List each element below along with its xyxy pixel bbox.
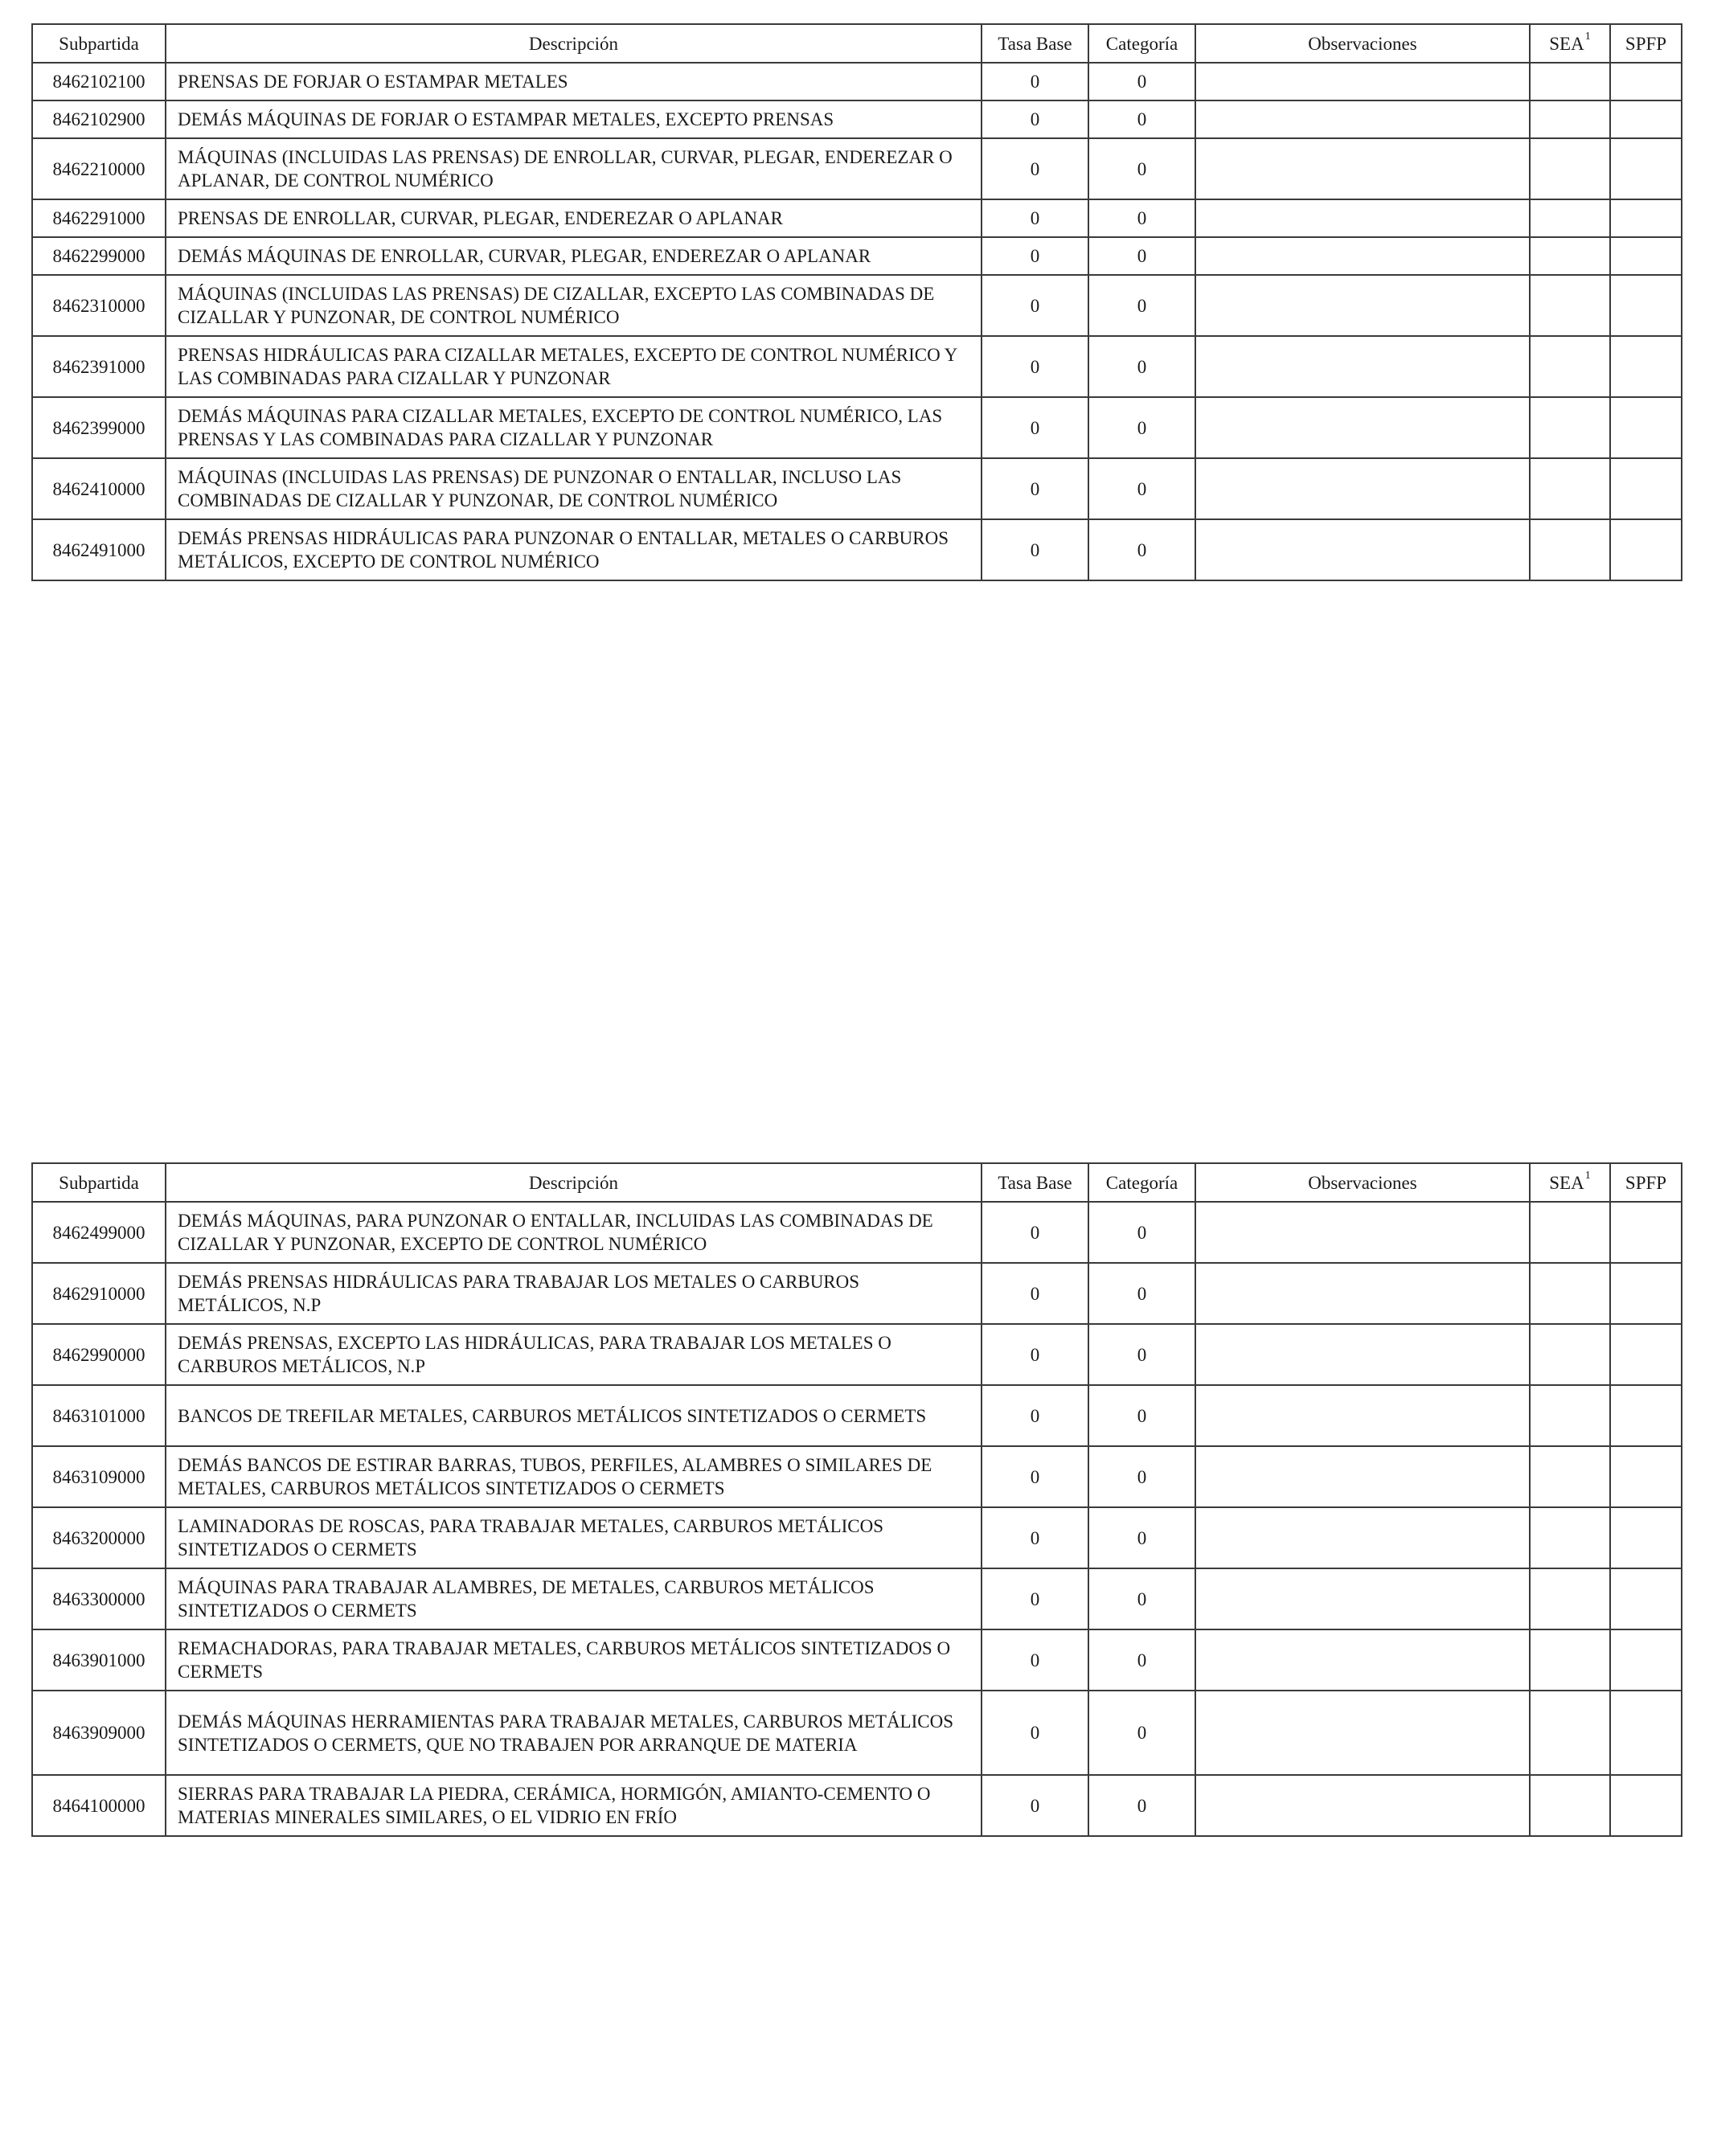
cell-categoria: 0 — [1088, 458, 1195, 519]
cell-spfp — [1610, 1629, 1682, 1691]
cell-sea — [1530, 519, 1610, 580]
cell-subpartida: 8462102100 — [32, 63, 166, 100]
col-header-sea — [1530, 1163, 1610, 1202]
cell-sea — [1530, 275, 1610, 336]
cell-observaciones — [1195, 1507, 1530, 1568]
cell-sea — [1530, 1202, 1610, 1263]
cell-subpartida: 8463109000 — [32, 1446, 166, 1507]
cell-subpartida: 8463909000 — [32, 1691, 166, 1775]
cell-descripcion: DEMÁS PRENSAS, EXCEPTO LAS HIDRÁULICAS, PARA TRABAJAR LOS METALES O CARBUROS METÁLICOS, N.P — [166, 1324, 982, 1385]
cell-observaciones — [1195, 1691, 1530, 1775]
cell-descripcion: DEMÁS MÁQUINAS PARA CIZALLAR METALES, EXCEPTO DE CONTROL NUMÉRICO, LAS PRENSAS Y LAS COMBINADAS PARA CIZALLAR Y PUNZONAR — [166, 397, 982, 458]
cell-tasa-base: 0 — [982, 336, 1088, 397]
cell-categoria: 0 — [1088, 1324, 1195, 1385]
col-header-descripcion: Descripción — [166, 24, 982, 63]
cell-observaciones — [1195, 336, 1530, 397]
table-row — [32, 199, 1682, 237]
cell-categoria: 0 — [1088, 1507, 1195, 1568]
cell-spfp — [1610, 237, 1682, 275]
cell-sea — [1530, 397, 1610, 458]
cell-categoria: 0 — [1088, 1629, 1195, 1691]
table-row — [32, 1263, 1682, 1324]
col-header-spfp: SPFP — [1610, 24, 1682, 63]
cell-descripcion: LAMINADORAS DE ROSCAS, PARA TRABAJAR METALES, CARBUROS METÁLICOS SINTETIZADOS O CERMETS — [166, 1507, 982, 1568]
table-row — [32, 1385, 1682, 1446]
cell-spfp — [1610, 100, 1682, 138]
cell-descripcion: BANCOS DE TREFILAR METALES, CARBUROS METÁLICOS SINTETIZADOS O CERMETS — [166, 1385, 982, 1446]
cell-sea — [1530, 237, 1610, 275]
tariff-table-1 — [31, 23, 1682, 581]
cell-tasa-base: 0 — [982, 199, 1088, 237]
cell-spfp — [1610, 1385, 1682, 1446]
cell-subpartida: 8463901000 — [32, 1629, 166, 1691]
col-header-sea — [1530, 24, 1610, 63]
cell-observaciones — [1195, 100, 1530, 138]
cell-tasa-base: 0 — [982, 237, 1088, 275]
cell-tasa-base: 0 — [982, 1568, 1088, 1629]
cell-spfp — [1610, 336, 1682, 397]
col-header-observaciones: Observaciones — [1195, 24, 1530, 63]
sea-footnote-marker: 1 — [1584, 1169, 1591, 1182]
cell-observaciones — [1195, 1629, 1530, 1691]
cell-observaciones — [1195, 275, 1530, 336]
cell-categoria: 0 — [1088, 1691, 1195, 1775]
cell-tasa-base: 0 — [982, 458, 1088, 519]
cell-tasa-base: 0 — [982, 397, 1088, 458]
cell-subpartida: 8462410000 — [32, 458, 166, 519]
cell-categoria: 0 — [1088, 199, 1195, 237]
col-header-spfp: SPFP — [1610, 1163, 1682, 1202]
cell-spfp — [1610, 1446, 1682, 1507]
cell-spfp — [1610, 397, 1682, 458]
cell-categoria: 0 — [1088, 336, 1195, 397]
table-row — [32, 1202, 1682, 1263]
table-row — [32, 100, 1682, 138]
col-header-categoria: Categoría — [1088, 24, 1195, 63]
cell-tasa-base: 0 — [982, 1324, 1088, 1385]
table-row — [32, 1775, 1682, 1836]
cell-descripcion: MÁQUINAS (INCLUIDAS LAS PRENSAS) DE PUNZONAR O ENTALLAR, INCLUSO LAS COMBINADAS DE CIZALLAR Y PUNZONAR, DE CONTROL NUMÉRICO — [166, 458, 982, 519]
cell-sea — [1530, 1507, 1610, 1568]
cell-observaciones — [1195, 199, 1530, 237]
cell-sea — [1530, 1263, 1610, 1324]
cell-observaciones — [1195, 138, 1530, 199]
cell-spfp — [1610, 199, 1682, 237]
cell-descripcion: MÁQUINAS PARA TRABAJAR ALAMBRES, DE METALES, CARBUROS METÁLICOS SINTETIZADOS O CERMETS — [166, 1568, 982, 1629]
cell-sea — [1530, 336, 1610, 397]
col-header-subpartida: Subpartida — [32, 24, 166, 63]
cell-subpartida: 8462210000 — [32, 138, 166, 199]
cell-categoria: 0 — [1088, 1202, 1195, 1263]
table-row — [32, 1629, 1682, 1691]
cell-spfp — [1610, 275, 1682, 336]
table-header-row — [32, 24, 1682, 63]
cell-tasa-base: 0 — [982, 1507, 1088, 1568]
cell-categoria: 0 — [1088, 63, 1195, 100]
cell-categoria: 0 — [1088, 237, 1195, 275]
table-row — [32, 1446, 1682, 1507]
table-row — [32, 1324, 1682, 1385]
cell-sea — [1530, 100, 1610, 138]
cell-categoria: 0 — [1088, 1263, 1195, 1324]
cell-subpartida: 8462910000 — [32, 1263, 166, 1324]
cell-descripcion: DEMÁS BANCOS DE ESTIRAR BARRAS, TUBOS, PERFILES, ALAMBRES O SIMILARES DE METALES, CARBUROS METÁLICOS SINTETIZADOS O CERMETS — [166, 1446, 982, 1507]
cell-descripcion: DEMÁS MÁQUINAS DE FORJAR O ESTAMPAR METALES, EXCEPTO PRENSAS — [166, 100, 982, 138]
cell-sea — [1530, 1691, 1610, 1775]
cell-observaciones — [1195, 397, 1530, 458]
cell-sea — [1530, 1324, 1610, 1385]
cell-sea — [1530, 1775, 1610, 1836]
cell-tasa-base: 0 — [982, 1202, 1088, 1263]
cell-descripcion: PRENSAS DE FORJAR O ESTAMPAR METALES — [166, 63, 982, 100]
table-row — [32, 275, 1682, 336]
cell-subpartida: 8463300000 — [32, 1568, 166, 1629]
cell-sea — [1530, 1629, 1610, 1691]
cell-spfp — [1610, 1324, 1682, 1385]
cell-subpartida: 8462310000 — [32, 275, 166, 336]
cell-descripcion: PRENSAS HIDRÁULICAS PARA CIZALLAR METALES, EXCEPTO DE CONTROL NUMÉRICO Y LAS COMBINADAS PARA CIZALLAR Y PUNZONAR — [166, 336, 982, 397]
cell-categoria: 0 — [1088, 275, 1195, 336]
cell-spfp — [1610, 138, 1682, 199]
cell-descripcion: DEMÁS MÁQUINAS HERRAMIENTAS PARA TRABAJAR METALES, CARBUROS METÁLICOS SINTETIZADOS O CERMETS, QUE NO TRABAJEN POR ARRANQUE DE MATERIA — [166, 1691, 982, 1775]
col-header-observaciones: Observaciones — [1195, 1163, 1530, 1202]
col-header-categoria: Categoría — [1088, 1163, 1195, 1202]
cell-observaciones — [1195, 1202, 1530, 1263]
cell-sea — [1530, 138, 1610, 199]
cell-observaciones — [1195, 1385, 1530, 1446]
sea-label: SEA — [1549, 1172, 1584, 1193]
cell-tasa-base: 0 — [982, 1263, 1088, 1324]
table-row — [32, 237, 1682, 275]
cell-observaciones — [1195, 458, 1530, 519]
cell-sea — [1530, 63, 1610, 100]
col-header-subpartida: Subpartida — [32, 1163, 166, 1202]
cell-observaciones — [1195, 237, 1530, 275]
col-header-tasa-base: Tasa Base — [982, 1163, 1088, 1202]
sea-label: SEA — [1549, 33, 1584, 54]
cell-observaciones — [1195, 1263, 1530, 1324]
table-row — [32, 458, 1682, 519]
table-row — [32, 336, 1682, 397]
cell-tasa-base: 0 — [982, 100, 1088, 138]
cell-tasa-base: 0 — [982, 1446, 1088, 1507]
cell-spfp — [1610, 1202, 1682, 1263]
table-row — [32, 519, 1682, 580]
cell-tasa-base: 0 — [982, 275, 1088, 336]
cell-observaciones — [1195, 63, 1530, 100]
cell-categoria: 0 — [1088, 1775, 1195, 1836]
tariff-table-2 — [31, 1162, 1682, 1837]
cell-observaciones — [1195, 1775, 1530, 1836]
cell-descripcion: MÁQUINAS (INCLUIDAS LAS PRENSAS) DE ENROLLAR, CURVAR, PLEGAR, ENDEREZAR O APLANAR, DE CONTROL NUMÉRICO — [166, 138, 982, 199]
table-row — [32, 1568, 1682, 1629]
cell-descripcion: DEMÁS MÁQUINAS, PARA PUNZONAR O ENTALLAR, INCLUIDAS LAS COMBINADAS DE CIZALLAR Y PUNZONAR, EXCEPTO DE CONTROL NUMÉRICO — [166, 1202, 982, 1263]
cell-subpartida: 8462391000 — [32, 336, 166, 397]
cell-subpartida: 8462491000 — [32, 519, 166, 580]
cell-descripcion: PRENSAS DE ENROLLAR, CURVAR, PLEGAR, ENDEREZAR O APLANAR — [166, 199, 982, 237]
col-header-descripcion: Descripción — [166, 1163, 982, 1202]
cell-subpartida: 8462299000 — [32, 237, 166, 275]
cell-observaciones — [1195, 1446, 1530, 1507]
cell-subpartida: 8462399000 — [32, 397, 166, 458]
cell-tasa-base: 0 — [982, 1629, 1088, 1691]
table-row — [32, 1691, 1682, 1775]
cell-descripcion: MÁQUINAS (INCLUIDAS LAS PRENSAS) DE CIZALLAR, EXCEPTO LAS COMBINADAS DE CIZALLAR Y PUNZONAR, DE CONTROL NUMÉRICO — [166, 275, 982, 336]
cell-categoria: 0 — [1088, 1568, 1195, 1629]
cell-subpartida: 8462499000 — [32, 1202, 166, 1263]
cell-tasa-base: 0 — [982, 1775, 1088, 1836]
cell-observaciones — [1195, 519, 1530, 580]
cell-categoria: 0 — [1088, 1446, 1195, 1507]
table-header-row — [32, 1163, 1682, 1202]
cell-spfp — [1610, 63, 1682, 100]
cell-spfp — [1610, 519, 1682, 580]
cell-categoria: 0 — [1088, 397, 1195, 458]
sea-footnote-marker: 1 — [1584, 30, 1591, 43]
cell-subpartida: 8463101000 — [32, 1385, 166, 1446]
cell-spfp — [1610, 1775, 1682, 1836]
cell-observaciones — [1195, 1568, 1530, 1629]
cell-descripcion: REMACHADORAS, PARA TRABAJAR METALES, CARBUROS METÁLICOS SINTETIZADOS O CERMETS — [166, 1629, 982, 1691]
cell-tasa-base: 0 — [982, 1691, 1088, 1775]
cell-sea — [1530, 199, 1610, 237]
cell-sea — [1530, 1446, 1610, 1507]
cell-subpartida: 8462291000 — [32, 199, 166, 237]
table-row — [32, 1507, 1682, 1568]
cell-spfp — [1610, 1568, 1682, 1629]
cell-subpartida: 8462102900 — [32, 100, 166, 138]
cell-categoria: 0 — [1088, 138, 1195, 199]
cell-spfp — [1610, 1507, 1682, 1568]
cell-sea — [1530, 1568, 1610, 1629]
cell-tasa-base: 0 — [982, 63, 1088, 100]
table-row — [32, 397, 1682, 458]
cell-categoria: 0 — [1088, 519, 1195, 580]
cell-subpartida: 8464100000 — [32, 1775, 166, 1836]
cell-descripcion: DEMÁS PRENSAS HIDRÁULICAS PARA PUNZONAR O ENTALLAR, METALES O CARBUROS METÁLICOS, EXCEPTO DE CONTROL NUMÉRICO — [166, 519, 982, 580]
cell-descripcion: DEMÁS MÁQUINAS DE ENROLLAR, CURVAR, PLEGAR, ENDEREZAR O APLANAR — [166, 237, 982, 275]
cell-tasa-base: 0 — [982, 1385, 1088, 1446]
col-header-tasa-base: Tasa Base — [982, 24, 1088, 63]
cell-subpartida: 8462990000 — [32, 1324, 166, 1385]
cell-subpartida: 8463200000 — [32, 1507, 166, 1568]
cell-sea — [1530, 1385, 1610, 1446]
cell-spfp — [1610, 1691, 1682, 1775]
cell-observaciones — [1195, 1324, 1530, 1385]
cell-spfp — [1610, 458, 1682, 519]
table-row — [32, 138, 1682, 199]
cell-descripcion: DEMÁS PRENSAS HIDRÁULICAS PARA TRABAJAR LOS METALES O CARBUROS METÁLICOS, N.P — [166, 1263, 982, 1324]
cell-spfp — [1610, 1263, 1682, 1324]
cell-categoria: 0 — [1088, 100, 1195, 138]
table-row — [32, 63, 1682, 100]
cell-descripcion: SIERRAS PARA TRABAJAR LA PIEDRA, CERÁMICA, HORMIGÓN, AMIANTO-CEMENTO O MATERIAS MINERALES SIMILARES, O EL VIDRIO EN FRÍO — [166, 1775, 982, 1836]
cell-tasa-base: 0 — [982, 138, 1088, 199]
cell-tasa-base: 0 — [982, 519, 1088, 580]
cell-categoria: 0 — [1088, 1385, 1195, 1446]
cell-sea — [1530, 458, 1610, 519]
